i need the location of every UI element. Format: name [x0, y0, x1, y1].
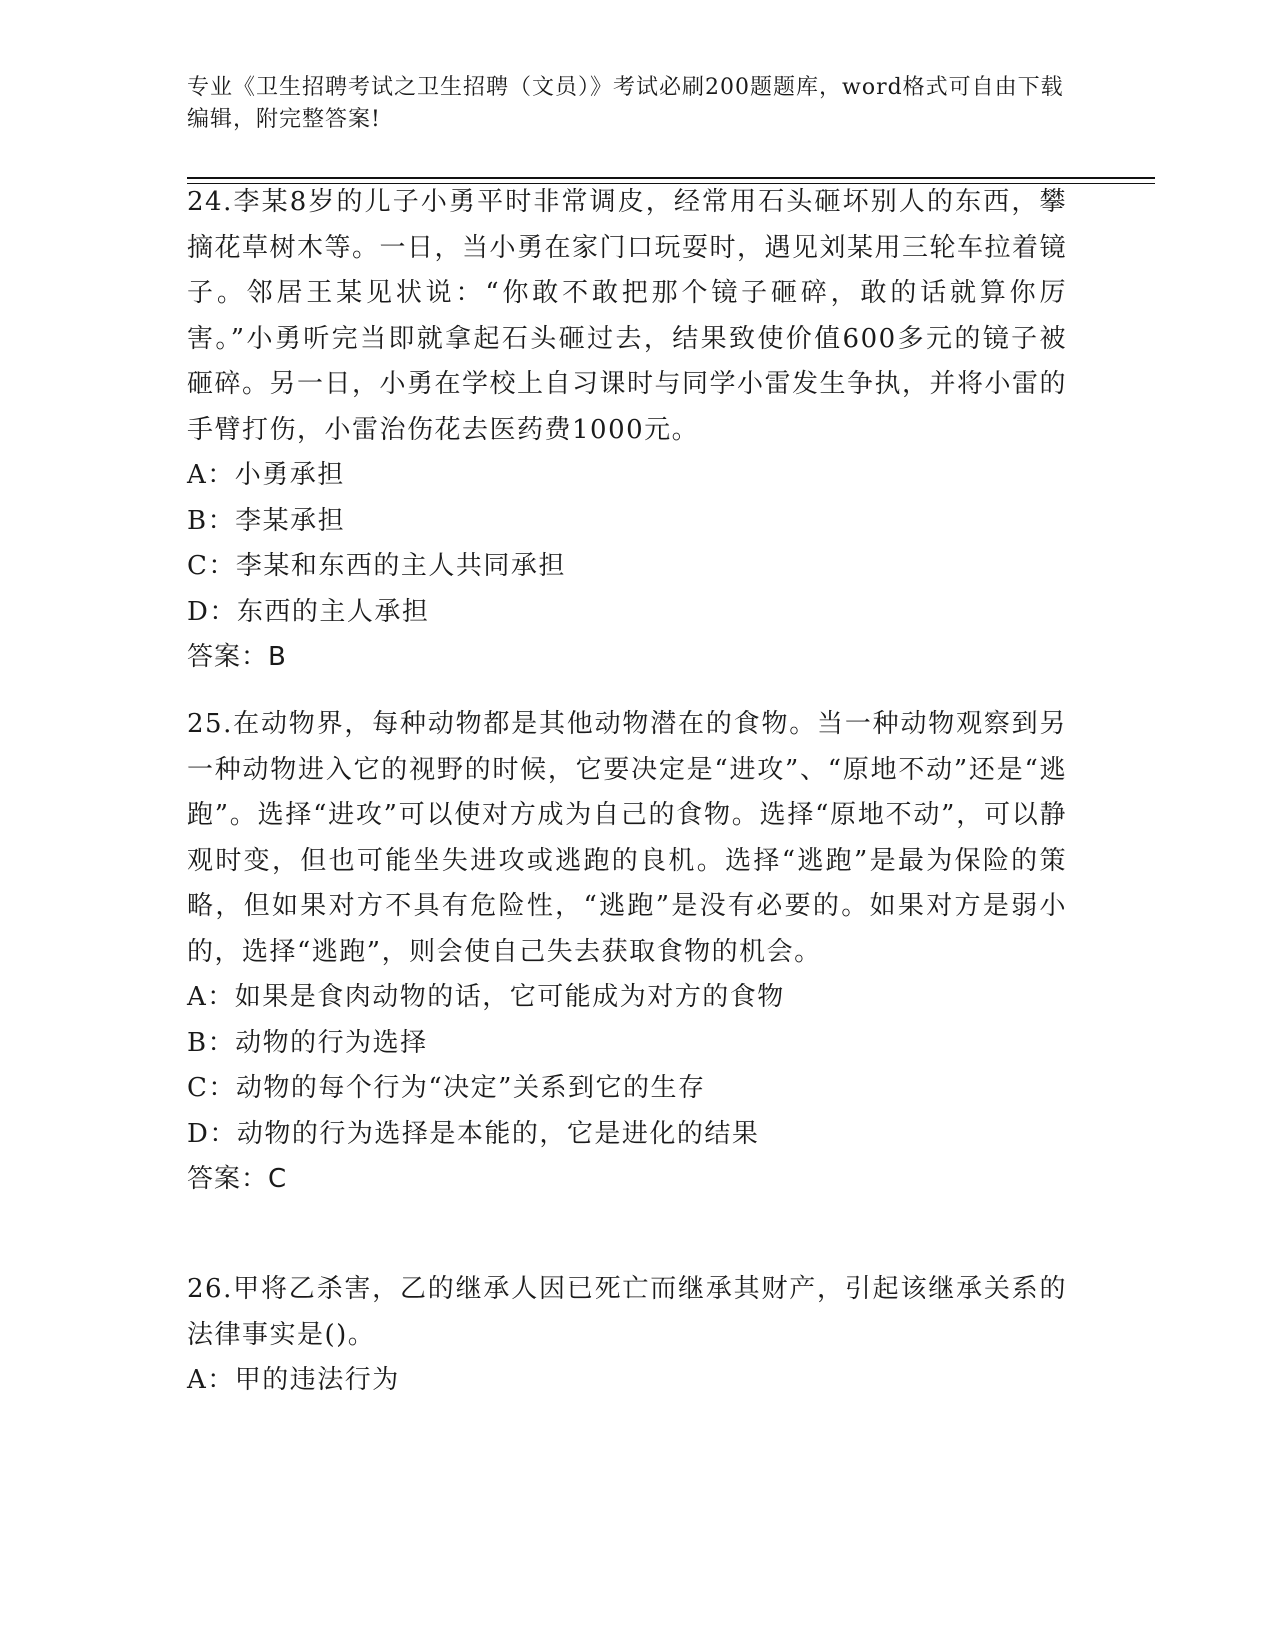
option-a: A：小勇承担 [187, 460, 345, 490]
option-c: C：动物的每个行为“决定”关系到它的生存 [187, 1073, 706, 1103]
question-25 [187, 702, 1067, 1203]
answer: 答案：C [187, 1164, 288, 1194]
question-stem: 24.李某8岁的儿子小勇平时非常调皮，经常用石头砸坏别人的东西，攀摘花草树木等。一日，当小勇在家门口玩耍时，遇见刘某用三轮车拉着镜子。邻居王某见状说：“你敢不敢把那个镜子砸碎，敢的话就算你厉害。”小勇听完当即就拿起石头砸过去，结果致使价值600多元的镜子被砸碎。另一日，小勇在学校上自习课时与同学小雷发生争执，并将小雷的手臂打伤，小雷治伤花去医药费1000元。 [187, 187, 1068, 445]
question-24 [187, 180, 1067, 681]
question-stem: 26.甲将乙杀害，乙的继承人因已死亡而继承其财产，引起该继承关系的法律事实是()。 [187, 1274, 1067, 1350]
question-stem: 25.在动物界，每种动物都是其他动物潜在的食物。当一种动物观察到另一种动物进入它的视野的时候，它要决定是“进攻”、“原地不动”还是“逃跑”。选择“进攻”可以使对方成为自己的食物。选择“原地不动”，可以静观时变，但也可能坐失进攻或逃跑的良机。选择“逃跑”是最为保险的策略，但如果对方不具有危险性，“逃跑”是没有必要的。如果对方是弱小的，选择“逃跑”，则会使自己失去获取食物的机会。 [187, 709, 1067, 967]
question-26 [187, 1267, 1067, 1404]
option-a: A：如果是食肉动物的话，它可能成为对方的食物 [187, 982, 785, 1012]
option-c: C：李某和东西的主人共同承担 [187, 551, 566, 581]
document-header: 专业《卫生招聘考试之卫生招聘（文员）》考试必刷200题题库，word格式可自由下载编辑，附完整答案! [187, 75, 1064, 132]
option-b: B：李某承担 [187, 505, 346, 536]
answer: 答案：B [187, 642, 287, 672]
header-divider-thick [187, 177, 1155, 179]
option-b: B：动物的行为选择 [187, 1027, 428, 1058]
option-d: D：动物的行为选择是本能的，它是进化的结果 [187, 1118, 760, 1149]
option-d: D：东西的主人承担 [187, 596, 430, 627]
option-a: A：甲的违法行为 [187, 1365, 400, 1395]
document-page [187, 0, 1087, 1650]
